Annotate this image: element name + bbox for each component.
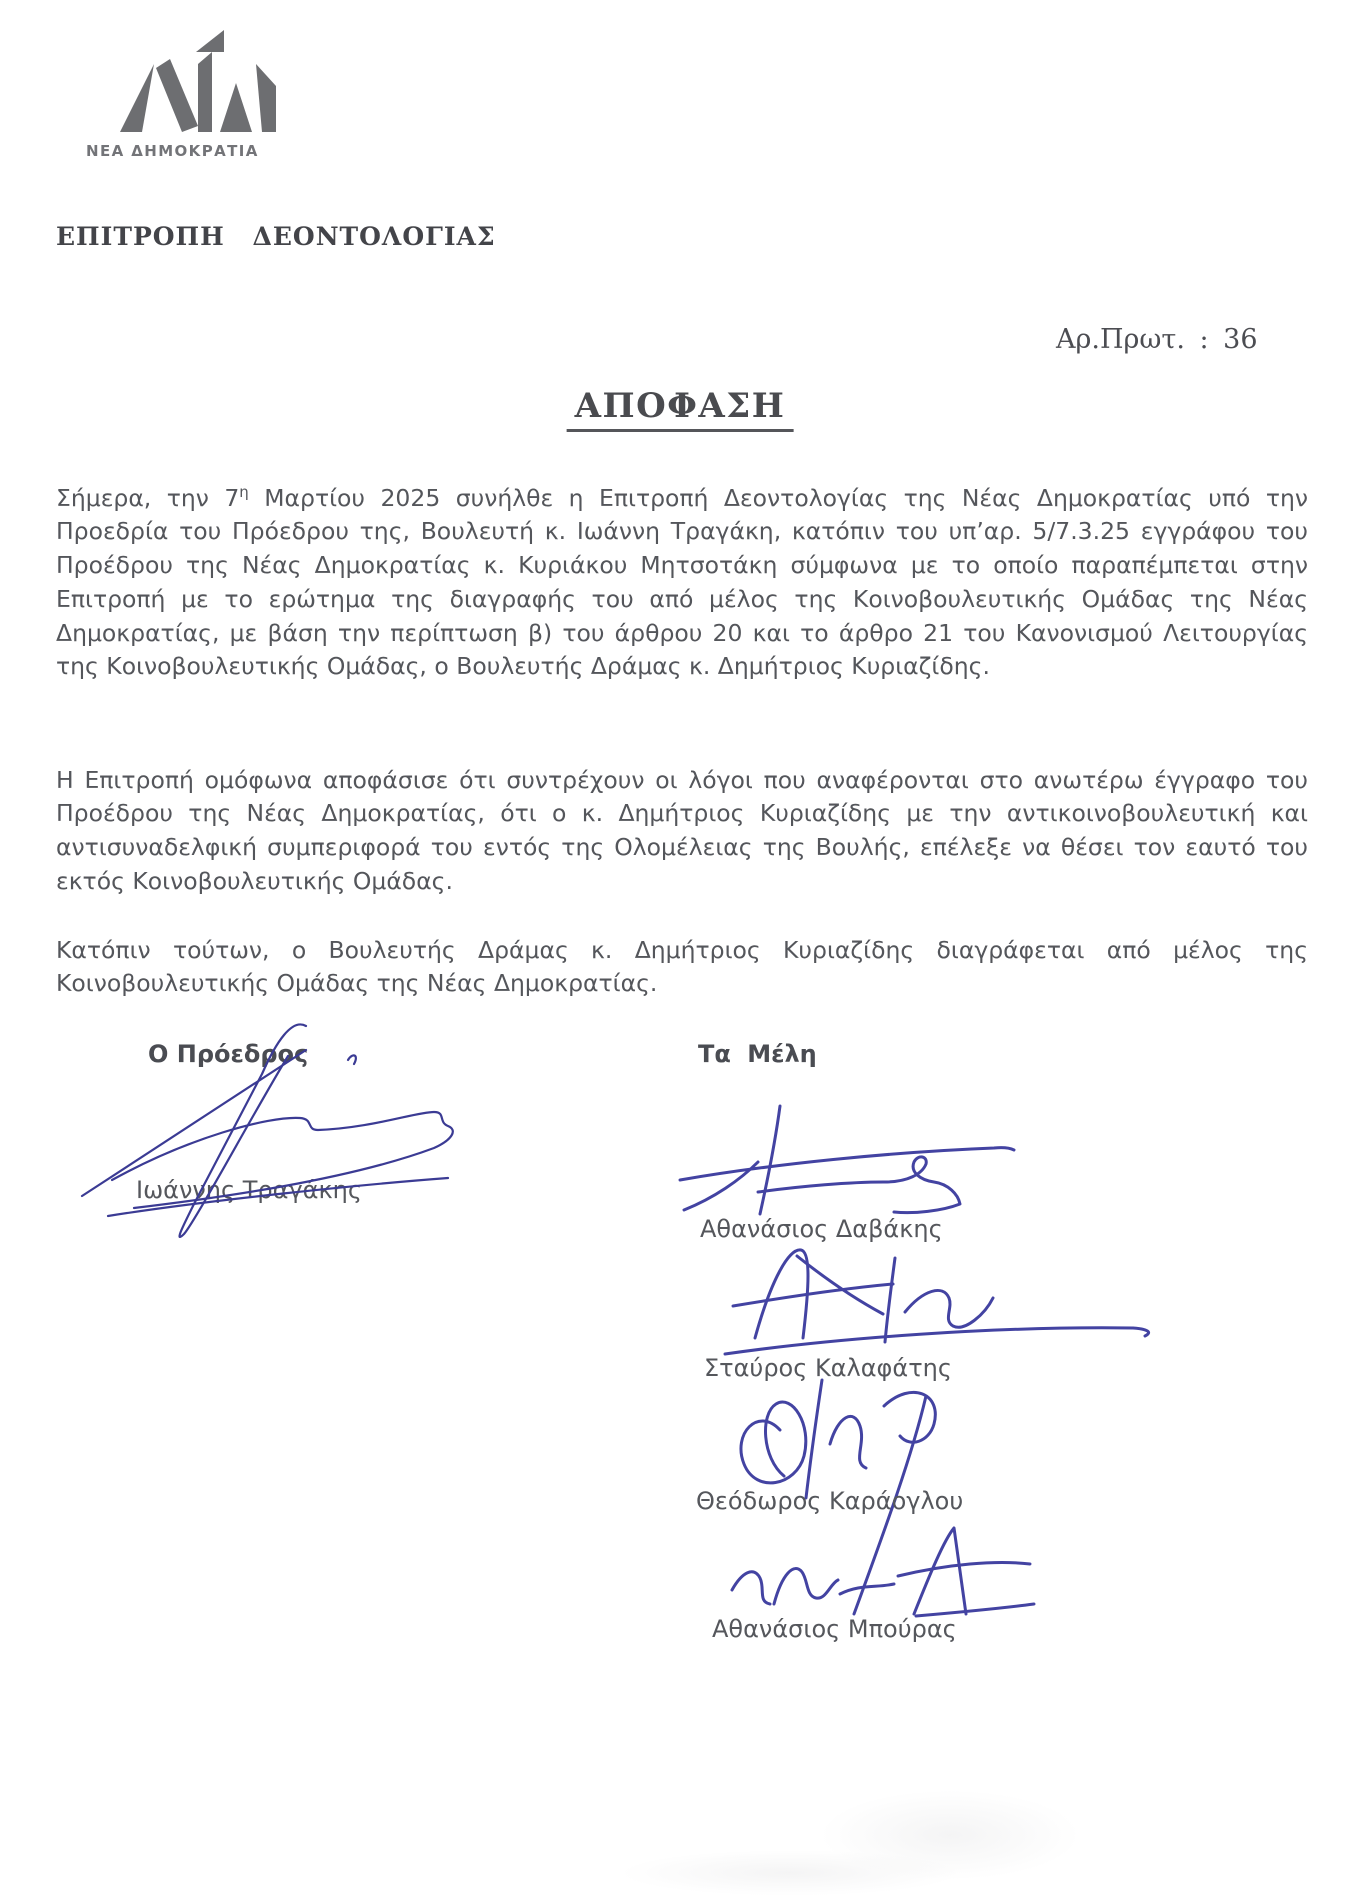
president-heading: Ο Πρόεδρος [148,1040,309,1068]
paragraph-1 [56,482,1308,685]
members-heading: Τα Μέλη [698,1040,817,1068]
nd-logo-icon [100,28,280,134]
member-signature-davakis [662,1102,1042,1217]
protocol-number: Αρ.Πρωτ. : 36 [1056,324,1258,355]
member-name: Θεόδωρος Καράογλου [696,1487,964,1515]
party-logo [86,28,286,160]
paragraph-1-pre: Σήμερα, την 7 [56,483,240,512]
president-name: Ιωάννης Τραγάκης [136,1176,362,1204]
member-name: Αθανάσιος Μπούρας [712,1615,957,1643]
scan-artifact [820,1790,1080,1880]
paragraph-1-rest: Μαρτίου 2025 συνήλθε η Επιτροπή Δεοντολογίας της Νέας Δημοκρατίας υπό την Προεδρία του Πρόεδρου της, Βουλευτή κ. Ιωάννη Τραγάκη, κατόπιν του υπ’αρ. 5/7.3.25 εγγράφου του Προέδρου της Νέας Δημοκρατίας κ. Κυριάκου Μητσοτάκη σύμφωνα με το οποίο παραπέμπεται στην Επιτροπή με το ερώτημα της διαγραφής του από μέλος της Κοινοβουλευτικής Ομάδας της Νέας Δημοκρατίας, με βάση την περίπτωση β) του άρθρου 20 και το άρθρο 21 του Κανονισμού Λειτουργίας της Κοινοβουλευτικής Ομάδας, ο Βουλευτής Δράμας κ. Δημήτριος Κυριαζίδης. [56,483,1308,681]
member-signature-kalafatis [697,1240,1167,1365]
scan-artifact [620,1850,960,1896]
document-title: ΑΠΟΦΑΣΗ [567,386,794,432]
paragraph-3: Κατόπιν τούτων, ο Βουλευτής Δράμας κ. Δημήτριος Κυριαζίδης διαγράφεται από μέλος της Κοινοβουλευτικής Ομάδας της Νέας Δημοκρατίας. [56,935,1308,998]
member-signature-bouras [718,1518,1038,1628]
member-name: Σταύρος Καλαφάτης [704,1354,952,1382]
paragraph-2: Η Επιτροπή ομόφωνα αποφάσισε ότι συντρέχουν οι λόγοι που αναφέρονται στο ανωτέρω έγγραφο του Προέδρου της Νέας Δημοκρατίας, ότι ο κ. Δημήτριος Κυριαζίδης με την αντικοινοβουλευτική και αντισυναδελφική συμπεριφορά του εντός της Ολομέλειας της Βουλής, επέλεξε να θέσει τον εαυτό του εκτός Κοινοβουλευτικής Ομάδας. [56,765,1308,895]
member-name: Αθανάσιος Δαβάκης [700,1215,943,1243]
committee-title: ΕΠΙΤΡΟΠΗ ΔΕΟΝΤΟΛΟΓΙΑΣ [56,222,496,251]
superscript-eta: η [239,482,249,501]
party-name-label: ΝΕΑ ΔΗΜΟΚΡΑΤΙΑ [86,142,259,160]
